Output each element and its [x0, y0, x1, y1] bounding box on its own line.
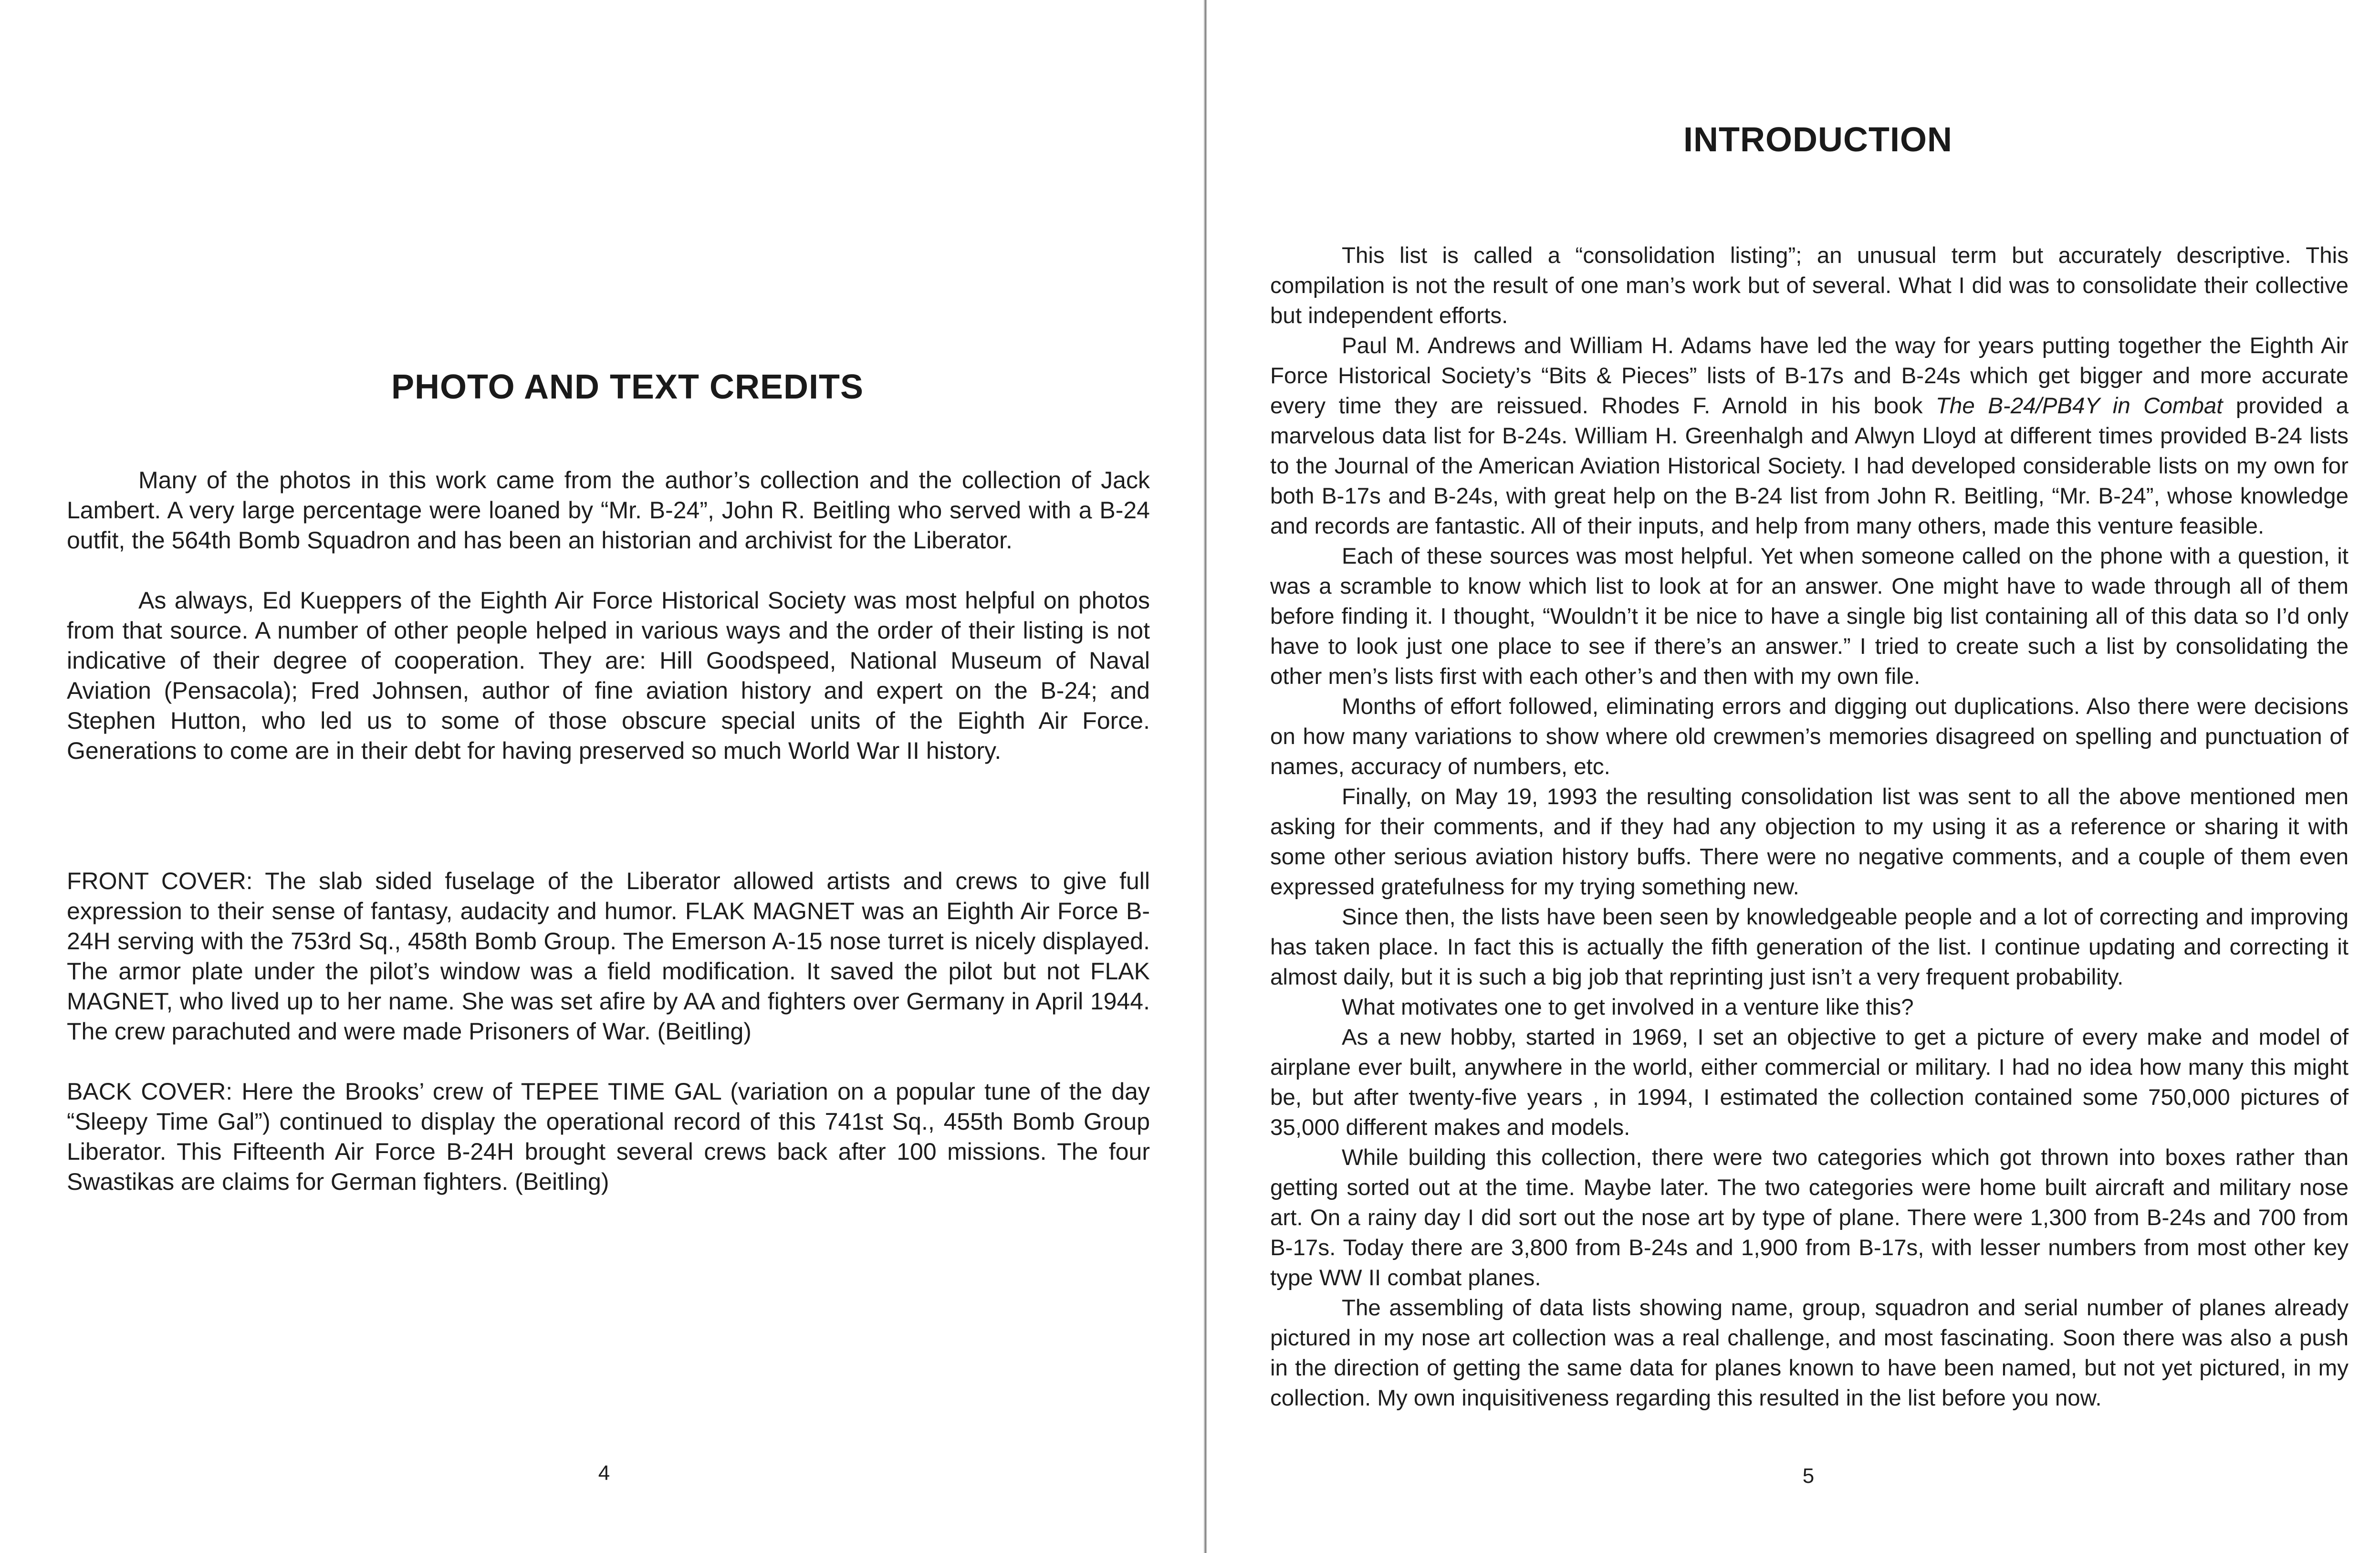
- intro-paragraph: Each of these sources was most helpful. Yet when someone called on the phone with a question, it was a scramble to know which list to look at for an answer. One might have to wade through all of them before finding it. I thought, “Wouldn’t it be nice to have a single big list containing all of this data so I’d only have to look just one place to see if there’s an answer.” I tried to create such a list by consolidating the other men’s lists first with each other’s and then with my own file.: [1270, 544, 2349, 689]
- introduction-title: INTRODUCTION: [1683, 121, 1952, 159]
- intro-text: Paul M. Andrews and William H. Adams have led the way for years putting together the Eighth Air Force Historical Society’s “Bits & Pieces” lists of B-17s and B-24s which get bigger and more accurate every time they are reissued. Rhodes F. Arnold in his book: [1270, 333, 2349, 419]
- intro-paragraph: While building this collection, there were two categories which got thrown into boxes rather than getting sorted out at the time. Maybe later. The two categories were home built aircraft and military nose art. On a rainy day I did sort out the nose art by type of plane. There were 1,300 from B-24s and 700 from B-17s. Today there are 3,800 from B-24s and 1,900 from B-17s, with lesser numbers from most other key type WW II combat planes.: [1270, 1145, 2349, 1291]
- intro-paragraph: As a new hobby, started in 1969, I set an objective to get a picture of every make and model of airplane ever built, anywhere in the world, either commercial or military. I had no idea how many this might be, but after twenty-five years , in 1994, I estimated the collection contained some 750,000 pictures of 35,000 different makes and models.: [1270, 1025, 2349, 1140]
- intro-paragraph: Finally, on May 19, 1993 the resulting consolidation list was sent to all the above mentioned men asking for their comments, and if they had any objection to my using it as a reference or sharing it with some other serious aviation history buffs. There were no negative comments, and a couple of them even expressed gratefulness for my trying something new.: [1270, 784, 2349, 900]
- credits-title: PHOTO AND TEXT CREDITS: [391, 368, 864, 406]
- intro-paragraph: The assembling of data lists showing name, group, squadron and serial number of planes already pictured in my nose art collection was a real challenge, and most fascinating. Soon there was also a push in the direction of getting the same data for planes known to have been named, but not yet pictured, in my collection. My own inquisitiveness regarding this resulted in the list before you now.: [1270, 1295, 2349, 1411]
- credits-paragraph: As always, Ed Kueppers of the Eighth Air Force Historical Society was most helpful on photos from that source. A number of other people helped in various ways and the order of their listing is not indicative of their degree of cooperation. They are: Hill Goodspeed, National Museum of Naval Aviation (Pensacola); Fred Johnsen, author of fine aviation history and expert on the B-24; and Stephen Hutton, who led us to some of those obscure special units of the Eighth Air Force. Generations to come are in their debt for having preserved so much World War II history.: [67, 587, 1150, 764]
- intro-paragraph: What motivates one to get involved in a venture like this?: [1342, 995, 1914, 1020]
- credits-paragraph: Many of the photos in this work came from the author’s collection and the collection of Jack Lambert. A very large percentage were loaned by “Mr. B-24”, John R. Beitling who served with a B-24 outfit, the 564th Bomb Squadron and has been an historian and archivist for the Liberator.: [67, 467, 1150, 554]
- cover-captions: [67, 866, 1150, 1197]
- page-number-left: 4: [598, 1461, 610, 1485]
- intro-text: provided a marvelous data list for B-24s. William H. Greenhalgh and Alwyn Lloyd at different times provided B-24 lists to the Journal of the American Aviation Historical Society. I had developed considerable lists on my own for both B-17s and B-24s, with great help on the B-24 list from John R. Beitling, “Mr. B-24”, whose knowledge and records are fantastic. All of their inputs, and help from many others, made this venture feasible.: [1270, 393, 2349, 539]
- front-cover-caption: FRONT COVER: The slab sided fuselage of the Liberator allowed artists and crews to give full expression to their sense of fantasy, audacity and humor. FLAK MAGNET was an Eighth Air Force B-24H serving with the 753rd Sq., 458th Bomb Group. The Emerson A-15 nose turret is nicely displayed. The armor plate under the pilot’s window was a field modification. It saved the pilot but not FLAK MAGNET, who lived up to her name. She was set afire by AA and fighters over Germany in April 1944. The crew parachuted and were made Prisoners of War. (Beitling): [67, 868, 1150, 1045]
- intro-paragraph: Months of effort followed, eliminating errors and digging out duplications. Also there were decisions on how many variations to show where old crewmen’s memories disagreed on spelling and punctuation of names, accuracy of numbers, etc.: [1270, 694, 2349, 779]
- intro-paragraph: This list is called a “consolidation listing”; an unusual term but accurately descriptive. This compilation is not the result of one man’s work but of several. What I did was to consolidate their collective but independent efforts.: [1270, 243, 2349, 328]
- intro-paragraph: [1270, 331, 2349, 541]
- back-cover-caption: BACK COVER: Here the Brooks’ crew of TEPEE TIME GAL (variation on a popular tune of the day “Sleepy Time Gal”) continued to display the operational record of this 741st Sq., 455th Bomb Group Liberator. This Fifteenth Air Force B-24H brought several crews back after 100 missions. The four Swastikas are claims for German fighters. (Beitling): [67, 1078, 1150, 1195]
- intro-paragraph: Since then, the lists have been seen by knowledgeable people and a lot of correcting and improving has taken place. In fact this is actually the fifth generation of the list. I continue updating and correcting it almost daily, but it is such a big job that reprinting just isn’t a very frequent probability.: [1270, 904, 2349, 990]
- credits-body: [67, 465, 1150, 766]
- page-number-right: 5: [1802, 1464, 1815, 1488]
- introduction-body: [1270, 241, 2349, 1413]
- book-title: The B-24/PB4Y in Combat: [1935, 393, 2223, 419]
